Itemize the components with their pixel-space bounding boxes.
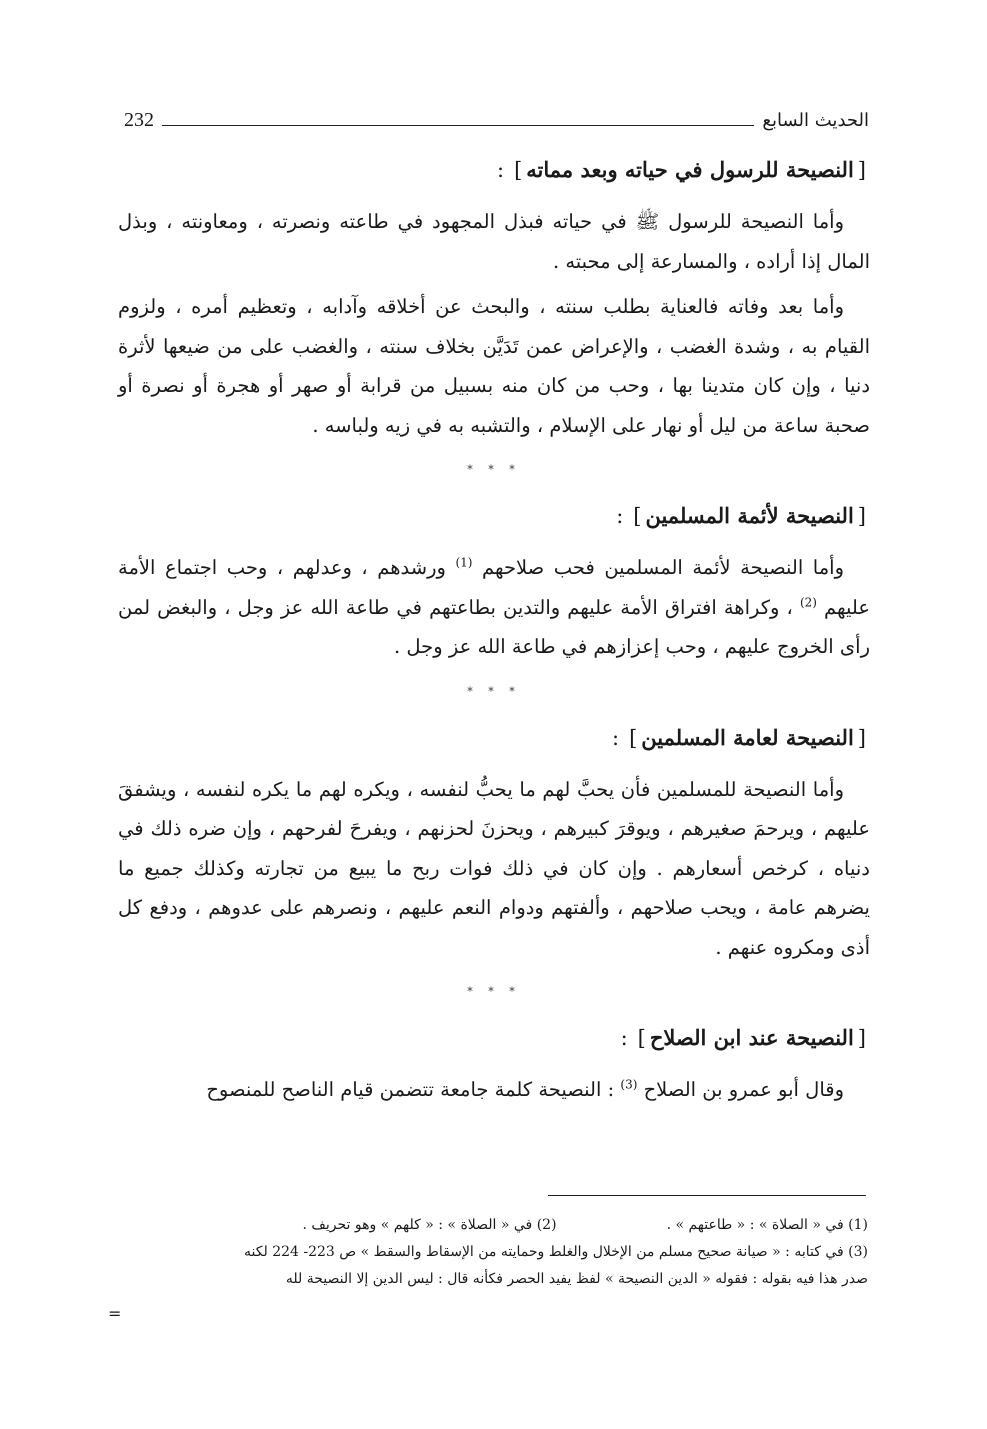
paragraph: وأما النصيحة للرسول ﷺ في حياته فبذل المجهود في طاعته ونصرته ، ومعاونته ، وبذل المال إذا أراده ، والمسارعة إلى محبته . (118, 210, 870, 273)
page-number: 232 (124, 108, 154, 131)
paragraph: وأما النصيحة للمسلمين فأن يحبَّ لهم ما يحبُّ لنفسه ، ويكره لهم ما يكره لنفسه ، ويشفقَ عليهم ، ويرحمَ صغيرهم ، ويوقرَ كبيرهم ، ويحزنَ لحزنهم ، ويفرحَ لفرحهم ، وإن ضره ذلك في دنياه ، كرخص أسعارهم . وإن كان في ذلك فوات ربح ما يبيع من تجارته وكذلك جميع ما يضرهم عامة ، ويحب صلاحهم ، وألفتهم ودوام النعم عليهم ، ونصرهم على عدوهم ، ودفع كل أذى ومكروه عنهم . (118, 777, 870, 959)
footnote-divider (548, 1195, 866, 1196)
footnote-row (118, 1212, 868, 1239)
footnote-ref[interactable]: (3) (620, 1077, 638, 1092)
footnotes (118, 1212, 868, 1293)
footnote-1: (1) في « الصلاة » : « طاعتهم » . (666, 1217, 868, 1233)
section-heading: [النصيحة لعامة المسلمين]: (612, 724, 866, 750)
section-separator: * * * (467, 463, 521, 476)
footnote-3-continued: صدر هذا فيه بقوله : فقوله « الدين النصيحة » لفظ يفيد الحصر فكأنه قال : ليس الدين إلا النصيحة لله (285, 1271, 868, 1287)
section-heading-text: النصيحة لأئمة المسلمين (645, 503, 854, 528)
paragraph: وقال أبو عمرو بن الصلاح $^{(3)}$ : النصيحة كلمة جامعة تتضمن قيام الناصح للمنصوح (206, 1077, 844, 1101)
section-separator: * * * (467, 684, 521, 698)
section-heading: [النصيحة عند ابن الصلاح]: (620, 1025, 866, 1050)
section-heading: [النصيحة للرسول في حياته وبعد مماته]: (496, 157, 866, 182)
header-rule (162, 125, 754, 126)
running-header (124, 100, 869, 140)
section-heading-text: النصيحة للرسول في حياته وبعد مماته (526, 157, 854, 182)
footnote-2: (2) في « الصلاة » : « كلهم » وهو تحريف . (302, 1217, 557, 1233)
main-text (118, 152, 870, 1116)
footnote-ref[interactable]: (2) (799, 595, 817, 609)
section-separator: * * * (467, 985, 521, 998)
section-heading-text: النصيحة عند ابن الصلاح (649, 1025, 854, 1050)
footnote-ref[interactable]: (1) (455, 555, 473, 570)
section-heading: [النصيحة لأئمة المسلمين]: (616, 503, 866, 528)
continuation-mark: = (108, 1304, 122, 1323)
chapter-title: الحديث السابع (762, 109, 869, 131)
paragraph: وأما بعد وفاته فالعناية بطلب سنته ، والبحث عن أخلاقه وآدابه ، وتعظيم أمره ، ولزوم القيام به ، وشدة الغضب ، والإعراض عمن تَدَيَّن بخلاف سنته ، والغضب على من ضيعها لأثرة دنيا ، وإن كان متدينا بها ، وحب من كان منه بسبيل من قرابة أو صهر أو هجرة أو نصرة أو صحبة ساعة من ليل أو نهار على الإسلام ، والتشبه به في زيه ولباسه . (118, 295, 870, 437)
footnote-3: (3) في كتابه : « صيانة صحيح مسلم من الإخلال والغلط وحمايته من الإسقاط والسقط » ص 223- 224 لكنه (244, 1244, 868, 1260)
section-heading-text: النصيحة لعامة المسلمين (641, 724, 854, 750)
paragraph: وأما النصيحة لأئمة المسلمين فحب صلاحهم $^{(1)}$ ورشدهم ، وعدلهم ، وحب اجتماع الأمة عليهم $^{(2)}$ ، وكراهة افتراق الأمة عليهم والتدين بطاعتهم في طاعة الله عز وجل ، والبغض لمن رأى الخروج عليهم ، وحب إعزازهم في طاعة الله عز وجل . (118, 555, 871, 658)
